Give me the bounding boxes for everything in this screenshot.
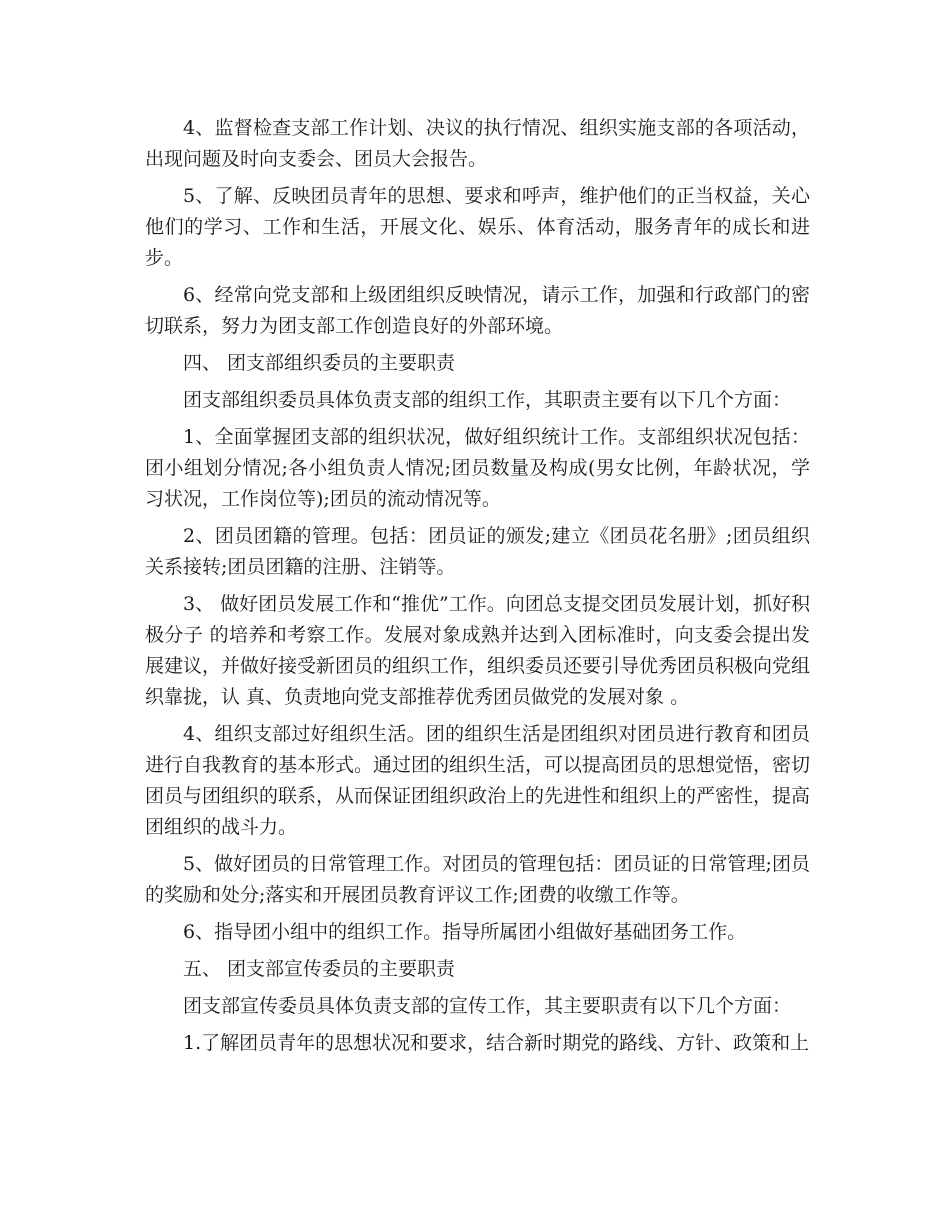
paragraph-org-5: 5、做好团员的日常管理工作。对团员的管理包括：团员证的日常管理;团员的奖励和处分;落实和开展团员教育评议工作;团费的收缴工作等。 bbox=[145, 853, 810, 906]
paragraph-org-6: 6、指导团小组中的组织工作。指导所属团小组做好基础团务工作。 bbox=[183, 921, 747, 943]
paragraph-propaganda-intro: 团支部宣传委员具体负责支部的宣传工作，其主要职责有以下几个方面： bbox=[183, 995, 792, 1017]
paragraph-org-3: 3、 做好团员发展工作和“推优”工作。向团总支提交团员发展计划，抓好积极分子 的培养和考察工作。发展对象成熟并达到入团标准时，向支委会提出发展建议，并做好接受新团员的组织工作，组织委员还要引导优秀团员积极向党组织靠拢，认 真、负责地向党支部推荐优秀团员做党的发展对象 。 bbox=[145, 593, 811, 708]
paragraph-org-1: 1、全面掌握团支部的组织状况，做好组织统计工作。支部组织状况包括：团小组划分情况;各小组负责人情况;团员数量及构成(男女比例，年龄状况，学习状况，工作岗位等);团员的流动情况等。 bbox=[145, 426, 810, 510]
paragraph-6-report: 6、经常向党支部和上级团组织反映情况，请示工作，加强和行政部门的密切联系，努力为团支部工作创造良好的外部环境。 bbox=[145, 284, 810, 337]
paragraph-org-2: 2、团员团籍的管理。包括：团员证的颁发;建立《团员花名册》;团员组织关系接转;团员团籍的注册、注销等。 bbox=[145, 525, 810, 578]
document-body bbox=[145, 113, 810, 1065]
section-heading-organization: 四、 团支部组织委员的主要职责 bbox=[183, 352, 456, 374]
paragraph-propaganda-1: 1.了解团员青年的思想状况和要求，结合新时期党的路线、方针、政策和上 bbox=[183, 1032, 810, 1054]
paragraph-4-supervise: 4、监督检查支部工作计划、决议的执行情况、组织实施支部的各项活动，出现问题及时向支委会、团员大会报告。 bbox=[145, 117, 810, 170]
paragraph-organization-intro: 团支部组织委员具体负责支部的组织工作，其职责主要有以下几个方面： bbox=[183, 389, 792, 411]
paragraph-org-4: 4、组织支部过好组织生活。团的组织生活是团组织对团员进行教育和团员进行自我教育的基本形式。通过团的组织生活，可以提高团员的思想觉悟，密切团员与团组织的联系，从而保证团组织政治上的先进性和组织上的严密性，提高团组织的战斗力。 bbox=[145, 723, 811, 838]
section-heading-propaganda: 五、 团支部宣传委员的主要职责 bbox=[183, 958, 456, 980]
paragraph-5-understand: 5、了解、反映团员青年的思想、要求和呼声，维护他们的正当权益，关心他们的学习、工作和生活，开展文化、娱乐、体育活动，服务青年的成长和进步。 bbox=[145, 185, 810, 269]
